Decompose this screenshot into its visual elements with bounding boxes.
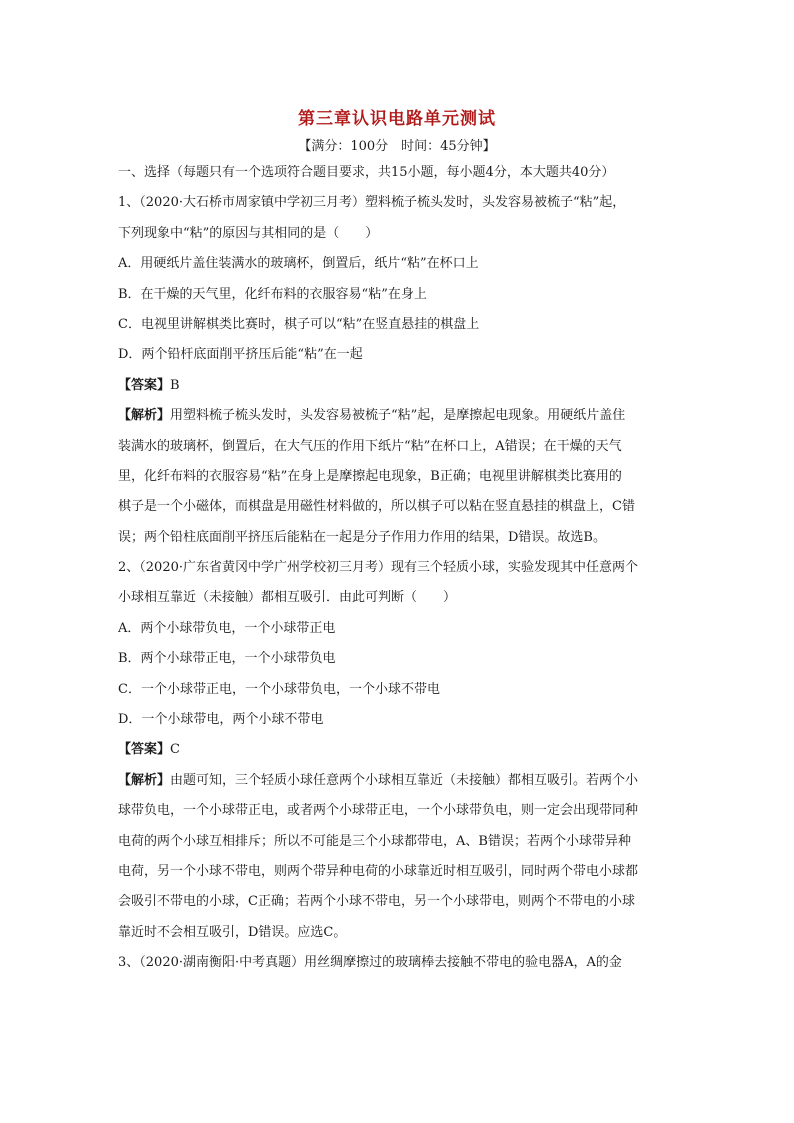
score-time-info: 【满分：100分 时间：45分钟】 (298, 139, 496, 154)
question-2 (118, 553, 678, 948)
analysis-line (118, 401, 678, 431)
document-body (118, 158, 678, 979)
answer-value: B (170, 377, 180, 393)
question-stem-line: 小球相互靠近（未接触）都相互吸引．由此可判断（ ） (118, 590, 457, 606)
question-stem-line: 下列现象中“粘”的原因与其相同的是（ ） (118, 225, 379, 241)
page-title: 第三章认识电路单元测试 (298, 109, 496, 129)
option-d: D．两个铅杆底面削平挤压后能“粘”在一起 (118, 347, 363, 363)
question-stem-line: 2、（2020·广东省黄冈中学广州学校初三月考）现有三个轻质小球，实验发现其中任意两个 (118, 560, 638, 576)
section-heading: 一、选择（每题只有一个选项符合题目要求，共15小题，每小题4分，本大题共40分） (118, 165, 615, 180)
question-1 (118, 188, 678, 553)
question-3 (118, 948, 678, 978)
answer-label: 【答案】 (118, 377, 171, 393)
analysis-line: 电荷，另一个小球不带电，则两个带异种电荷的小球靠近时相互吸引，同时两个带电小球都 (118, 863, 639, 879)
analysis-line: 电荷的两个小球互相排斥；所以不可能是三个小球都带电，A、B错误；若两个小球带异种 (118, 833, 631, 849)
option-b: B．两个小球带正电，一个小球带负电 (118, 651, 336, 667)
analysis-line: 棋子是一个小磁体，而棋盘是用磁性材料做的，所以棋子可以粘在竖直悬挂的棋盘上，C错 (118, 499, 635, 515)
analysis-label: 【解析】 (118, 772, 171, 788)
option-a: A．两个小球带负电，一个小球带正电 (118, 620, 336, 636)
answer-value: C (170, 742, 180, 758)
analysis-line: 球带负电，一个小球带正电，或者两个小球带正电，一个小球带负电，则一定会出现带同种 (118, 803, 639, 819)
question-stem-line: 1、（2020·大石桥市周家镇中学初三月考）塑料梳子梳头发时，头发容易被梳子“粘”起， (118, 195, 626, 211)
question-stem-line: 3、（2020·湖南衡阳·中考真题）用丝绸摩擦过的玻璃棒去接触不带电的验电器A，A的金 (118, 955, 622, 971)
option-d: D．一个小球带电，两个小球不带电 (118, 712, 324, 728)
answer-line (118, 735, 678, 765)
option-b: B．在干燥的天气里，化纤布料的衣服容易“粘”在身上 (118, 286, 427, 302)
analysis-line: 靠近时不会相互吸引，D错误。应选C。 (118, 924, 347, 940)
answer-line (118, 371, 678, 401)
analysis-line: 误；两个铅柱底面削平挤压后能粘在一起是分子作用力作用的结果，D错误。故选B。 (118, 529, 606, 545)
analysis-line: 会吸引不带电的小球，C正确；若两个小球不带电，另一个小球带电，则两个不带电的小球 (118, 894, 635, 910)
analysis-label: 【解析】 (118, 408, 171, 424)
analysis-line: 装满水的玻璃杯，倒置后，在大气压的作用下纸片“粘”在杯口上，A错误；在干燥的天气 (118, 438, 622, 454)
analysis-text: 由题可知，三个轻质小球任意两个小球相互靠近（未接触）都相互吸引。若两个小 (170, 772, 639, 788)
analysis-line (118, 766, 678, 796)
option-c: C．电视里讲解棋类比赛时，棋子可以“粘”在竖直悬挂的棋盘上 (118, 316, 480, 332)
answer-label: 【答案】 (118, 742, 171, 758)
analysis-text: 用塑料梳子梳头发时，头发容易被梳子“粘”起，是摩擦起电现象。用硬纸片盖住 (170, 408, 626, 424)
option-c: C．一个小球带正电，一个小球带负电，一个小球不带电 (118, 681, 440, 697)
option-a: A．用硬纸片盖住装满水的玻璃杯，倒置后，纸片“粘”在杯口上 (118, 256, 479, 272)
analysis-line: 里，化纤布料的衣服容易“粘”在身上是摩擦起电现象，B正确；电视里讲解棋类比赛用的 (118, 468, 622, 484)
